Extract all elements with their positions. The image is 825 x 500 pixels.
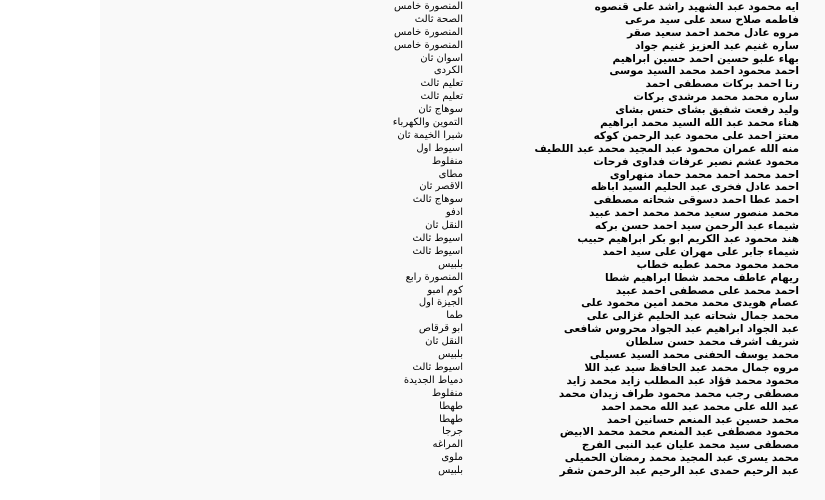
- list-item: [100, 220, 825, 233]
- list-item: [100, 285, 825, 298]
- list-item: [100, 297, 825, 310]
- list-item: [100, 117, 825, 130]
- office-name: ابو قرقاص: [418, 323, 463, 335]
- person-name: محمود عشم نصير عرفات فداوى فرحات: [593, 155, 799, 168]
- list-item: [100, 246, 825, 259]
- person-name: احمد عطا احمد دسوقى شحاته مصطفى: [593, 194, 799, 207]
- list-item: [100, 156, 825, 169]
- list-item: [100, 401, 825, 414]
- person-name: احمد محمد احمد محمد حماد منهراوى: [609, 168, 799, 181]
- office-name: الصحة ثالث: [414, 13, 463, 25]
- person-name: شيماء عبد الرحمن سيد احمد حسن بركه: [594, 220, 799, 233]
- person-name: شريف اشرف محمد حسن سلطان: [625, 336, 799, 349]
- person-name: محمد منصور سعيد محمد محمد احمد عبيد: [589, 207, 799, 220]
- office-name: التموين والكهرباء: [392, 117, 463, 129]
- person-name: محمد محمود محمد عطيه خطاب: [636, 258, 799, 271]
- office-name: بلبيس: [438, 258, 463, 270]
- list-item: [100, 439, 825, 452]
- list-item: [100, 310, 825, 323]
- person-name: هناء محمد عبد الله السيد محمد ابراهيم: [600, 117, 799, 130]
- office-name: مطاى: [438, 168, 463, 180]
- person-name: ريهام عاطف محمد شطا ابراهيم شطا: [605, 271, 799, 284]
- office-name: طما: [446, 310, 463, 322]
- list-item: [100, 1, 825, 14]
- office-name: سوهاج ثالث: [412, 194, 463, 206]
- list-item: [100, 336, 825, 349]
- list-item: [100, 53, 825, 66]
- office-name: تعليم ثالث: [420, 91, 463, 103]
- person-name: منه الله عمران محمود عبد المجيد محمد عبد اللطيف: [534, 142, 799, 155]
- list-item: [100, 65, 825, 78]
- person-name: محمد حسين عبد المنعم حسانين احمد: [606, 413, 799, 426]
- person-name: ساره محمد محمد مرشدى بركات: [633, 91, 799, 104]
- person-name: مصطفى سيد محمد عليان عبد النبى الفرج: [581, 439, 799, 452]
- person-name: بهاء علبو حسين احمد حسين ابراهيم: [612, 52, 799, 65]
- list-item: [100, 40, 825, 53]
- list-item: [100, 272, 825, 285]
- office-name: الكردى: [433, 65, 463, 77]
- office-name: ملوى: [441, 452, 463, 464]
- office-name: كوم امبو: [427, 284, 463, 296]
- list-item: [100, 78, 825, 91]
- list-item: [100, 27, 825, 40]
- office-name: ادفو: [445, 207, 463, 219]
- list-item: [100, 233, 825, 246]
- office-name: جرجا: [442, 426, 463, 438]
- person-name: مروه جمال محمد عبد الحافظ سيد عبد اللا: [584, 361, 799, 374]
- list-item: [100, 362, 825, 375]
- person-name: احمد عادل فخرى عبد الحليم السيد اباظه: [590, 181, 799, 194]
- office-name: المراغه: [432, 439, 463, 451]
- office-name: منفلوط: [431, 155, 463, 167]
- list-item: [100, 91, 825, 104]
- office-name: تعليم ثالث: [420, 78, 463, 90]
- office-name: اسوان ثان: [420, 52, 463, 64]
- office-name: اسيوط ثالث: [412, 245, 463, 257]
- list-item: [100, 426, 825, 439]
- person-name: مصطفى رجب محمد محمود طراف زيدان محمد: [558, 387, 799, 400]
- person-name: عصام هويدى محمد محمد امين محمود على: [581, 297, 799, 310]
- person-name: احمد محمود احمد محمد السيد موسى: [609, 65, 799, 78]
- person-name: فاطمه صلاح سعد على سيد مرعى: [625, 13, 799, 26]
- list-item: [100, 414, 825, 427]
- list-item: [100, 169, 825, 182]
- person-name: محمود محمد فؤاد عبد المطلب زايد محمد زايد: [566, 374, 799, 387]
- office-name: النقل ثان: [425, 220, 463, 232]
- office-name: اسيوط ثالث: [412, 361, 463, 373]
- list-item: [100, 452, 825, 465]
- list-item: [100, 14, 825, 27]
- person-name: عبد الله على محمد عبد الله محمد احمد: [601, 400, 799, 413]
- person-name: ايه محمود عبد الشهيد راشد على قنصوه: [594, 1, 799, 13]
- list-item: [100, 143, 825, 156]
- office-name: المنصورة رابع: [405, 271, 463, 283]
- person-name: احمد محمد على مصطفى احمد عبيد: [615, 284, 799, 297]
- office-name: اسيوط اول: [416, 142, 463, 154]
- list-item: [100, 349, 825, 362]
- person-name: عبد الرحيم حمدى عبد الرحيم عبد الرحمن شقر: [559, 465, 799, 478]
- list-item: [100, 388, 825, 401]
- office-name: دمياط الجديدة: [403, 374, 463, 386]
- list-item: [100, 259, 825, 272]
- list-item: [100, 323, 825, 336]
- office-name: طهطا: [439, 400, 463, 412]
- list-item: [100, 130, 825, 143]
- person-name: ساره غنيم عبد العزيز غنيم جواد: [635, 39, 799, 52]
- office-name: بلبيس: [438, 465, 463, 477]
- office-name: شبرا الخيمة ثان: [397, 129, 463, 141]
- office-name: بلبيس: [438, 349, 463, 361]
- office-name: اسيوط ثالث: [412, 233, 463, 245]
- person-name: محمود مصطفى عبد المنعم محمد محمد الابيض: [559, 426, 799, 439]
- office-name: الجيزة اول: [418, 297, 463, 309]
- person-name: وليد رفعت شفيق بشاى حنس بشاى: [615, 104, 799, 117]
- list-item: [100, 194, 825, 207]
- office-name: طهطا: [439, 413, 463, 425]
- list-item: [100, 207, 825, 220]
- office-name: المنصورة خامس: [393, 1, 463, 12]
- person-name: محمد يوسف الحفنى محمد السيد عسيلى: [589, 349, 799, 362]
- list-item: [100, 465, 825, 478]
- person-name: هند محمود عبد الكريم ابو بكر ابراهيم حبيب: [577, 233, 799, 246]
- list-item: [100, 104, 825, 117]
- office-name: سوهاج ثان: [418, 104, 463, 116]
- person-name: شيماء جابر على مهران على سيد احمد: [602, 245, 799, 258]
- person-name: مروه عادل محمد احمد سعيد صقر: [627, 26, 799, 39]
- names-list: [100, 1, 825, 478]
- person-name: رنا احمد بركات مصطفى احمد: [645, 78, 799, 91]
- office-name: المنصورة خامس: [393, 26, 463, 38]
- person-name: محمد جمال شحاته عبد الحليم غزالى على: [586, 310, 799, 323]
- office-name: منفلوط: [431, 387, 463, 399]
- person-name: محمد يسرى عبد المجيد محمد رمضان الحميلى: [564, 452, 799, 465]
- office-name: المنصورة خامس: [393, 39, 463, 51]
- person-name: عبد الجواد ابراهيم عبد الجواد محروس شافعى: [563, 323, 799, 336]
- list-item: [100, 375, 825, 388]
- office-name: الاقصر ثان: [419, 181, 463, 193]
- person-name: معتز احمد على محمود عبد الرحمن كوكه: [593, 129, 799, 142]
- office-name: النقل ثان: [425, 336, 463, 348]
- list-item: [100, 181, 825, 194]
